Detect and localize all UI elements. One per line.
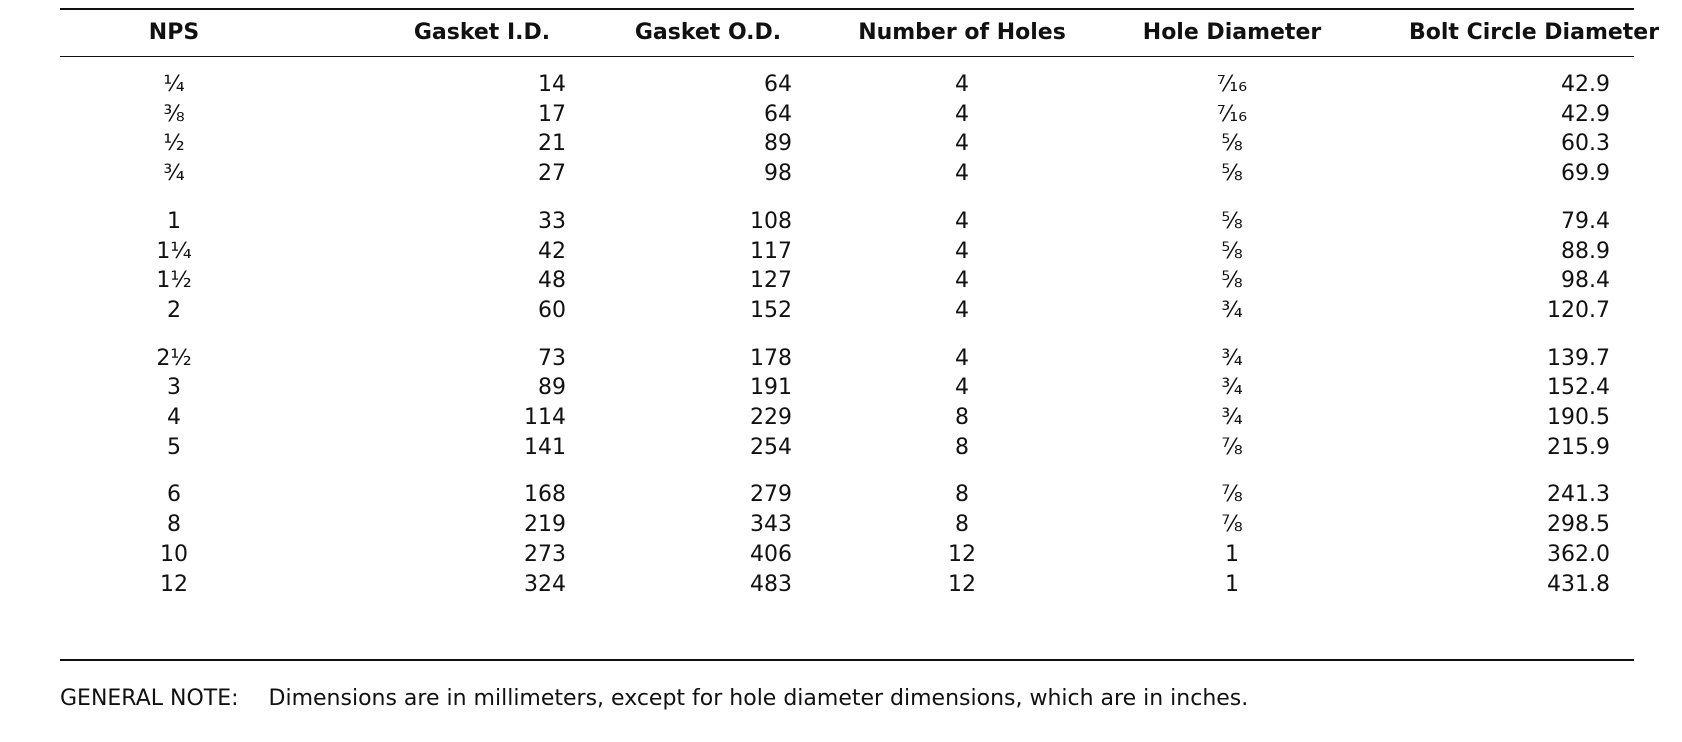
cell-gasket-id: 48 [538, 268, 566, 294]
cell-gasket-od: 152 [750, 297, 792, 323]
cell-bolt-circle-diameter: 42.9 [1561, 72, 1610, 97]
cell-bolt-circle-diameter: 152.4 [1547, 375, 1610, 401]
cell-gasket-od: 483 [750, 571, 792, 597]
cell-gasket-od: 254 [750, 434, 792, 460]
cell-nps: ⅜ [163, 101, 185, 127]
cell-gasket-od: 343 [750, 512, 792, 538]
cell-number-of-holes: 12 [948, 541, 976, 567]
cell-gasket-od: 64 [764, 101, 792, 127]
cell-number-of-holes: 4 [955, 131, 969, 157]
header-bolt-circle-diameter: Bolt Circle Diameter [1409, 20, 1660, 45]
cell-gasket-od: 98 [764, 161, 792, 187]
cell-nps: 5 [167, 434, 181, 460]
cell-hole-diameter: ⅞ [1221, 482, 1243, 508]
cell-hole-diameter: 1 [1225, 571, 1239, 597]
table-row [60, 343, 1634, 375]
table-row [60, 509, 1634, 541]
cell-hole-diameter: ¾ [1221, 297, 1243, 323]
cell-bolt-circle-diameter: 362.0 [1547, 541, 1610, 567]
cell-nps: 1½ [156, 268, 192, 294]
cell-bolt-circle-diameter: 431.8 [1547, 571, 1610, 597]
cell-gasket-id: 17 [538, 101, 566, 127]
cell-bolt-circle-diameter: 241.3 [1547, 482, 1610, 508]
cell-gasket-id: 219 [524, 512, 566, 538]
cell-nps: ¾ [163, 161, 185, 187]
table-row [60, 236, 1634, 268]
cell-nps: ½ [163, 131, 185, 157]
cell-gasket-id: 60 [538, 297, 566, 323]
cell-gasket-id: 21 [538, 131, 566, 157]
cell-bolt-circle-diameter: 88.9 [1561, 238, 1610, 264]
cell-hole-diameter: ⅝ [1221, 131, 1243, 157]
cell-bolt-circle-diameter: 190.5 [1547, 405, 1610, 430]
cell-gasket-od: 229 [750, 405, 792, 430]
cell-gasket-od: 191 [750, 375, 792, 401]
table-row [60, 158, 1634, 190]
general-note [60, 686, 1248, 711]
cell-nps: 1 [167, 208, 181, 234]
cell-bolt-circle-diameter: 298.5 [1547, 512, 1610, 538]
cell-number-of-holes: 4 [955, 208, 969, 234]
cell-gasket-od: 64 [764, 72, 792, 97]
table-row [60, 402, 1634, 434]
cell-gasket-id: 324 [524, 571, 566, 597]
cell-gasket-id: 27 [538, 161, 566, 187]
header-gasket-od: Gasket O.D. [634, 20, 782, 45]
cell-gasket-id: 141 [524, 434, 566, 460]
cell-number-of-holes: 4 [955, 238, 969, 264]
table-header-rule [60, 56, 1634, 57]
cell-gasket-od: 178 [750, 345, 792, 371]
cell-hole-diameter: ⅞ [1221, 512, 1243, 538]
table-row [60, 69, 1634, 101]
cell-gasket-id: 42 [538, 238, 566, 264]
cell-nps: 1¼ [156, 238, 192, 264]
header-number-of-holes: Number of Holes [858, 20, 1066, 45]
cell-hole-diameter: ¾ [1221, 345, 1243, 371]
cell-number-of-holes: 8 [955, 434, 969, 460]
cell-number-of-holes: 8 [955, 482, 969, 508]
table-bottom-rule [60, 659, 1634, 661]
table-row [60, 128, 1634, 160]
cell-nps: 12 [160, 571, 188, 597]
cell-gasket-od: 108 [750, 208, 792, 234]
header-nps: NPS [148, 20, 200, 45]
cell-hole-diameter: ⁷⁄₁₆ [1216, 72, 1248, 97]
table-row [60, 432, 1634, 464]
table-row [60, 479, 1634, 511]
cell-hole-diameter: 1 [1225, 541, 1239, 567]
table-row [60, 206, 1634, 238]
cell-number-of-holes: 4 [955, 268, 969, 294]
cell-bolt-circle-diameter: 139.7 [1547, 345, 1610, 371]
table-row [60, 265, 1634, 297]
cell-gasket-od: 406 [750, 541, 792, 567]
cell-nps: 2½ [156, 345, 192, 371]
cell-gasket-id: 168 [524, 482, 566, 508]
general-note-label: GENERAL NOTE: [60, 686, 239, 711]
cell-number-of-holes: 4 [955, 345, 969, 371]
cell-nps: 10 [160, 541, 188, 567]
cell-bolt-circle-diameter: 60.3 [1561, 131, 1610, 157]
cell-gasket-od: 279 [750, 482, 792, 508]
table-row [60, 569, 1634, 601]
cell-gasket-id: 14 [538, 72, 566, 97]
cell-number-of-holes: 4 [955, 72, 969, 97]
cell-hole-diameter: ¾ [1221, 405, 1243, 430]
cell-bolt-circle-diameter: 120.7 [1547, 297, 1610, 323]
table-row [60, 99, 1634, 131]
cell-bolt-circle-diameter: 215.9 [1547, 434, 1610, 460]
cell-nps: 6 [167, 482, 181, 508]
cell-number-of-holes: 8 [955, 405, 969, 430]
cell-hole-diameter: ⁷⁄₁₆ [1216, 101, 1248, 127]
cell-gasket-od: 127 [750, 268, 792, 294]
cell-gasket-id: 89 [538, 375, 566, 401]
cell-gasket-od: 89 [764, 131, 792, 157]
cell-hole-diameter: ⅞ [1221, 434, 1243, 460]
cell-gasket-id: 73 [538, 345, 566, 371]
cell-hole-diameter: ⅝ [1221, 161, 1243, 187]
table-row [60, 295, 1634, 327]
cell-hole-diameter: ⅝ [1221, 268, 1243, 294]
cell-number-of-holes: 4 [955, 375, 969, 401]
cell-number-of-holes: 4 [955, 101, 969, 127]
cell-bolt-circle-diameter: 98.4 [1561, 268, 1610, 294]
cell-nps: 8 [167, 512, 181, 538]
cell-hole-diameter: ⅝ [1221, 208, 1243, 234]
header-gasket-id: Gasket I.D. [413, 20, 551, 45]
cell-number-of-holes: 8 [955, 512, 969, 538]
cell-gasket-id: 33 [538, 208, 566, 234]
cell-nps: 2 [167, 297, 181, 323]
table-row [60, 539, 1634, 571]
cell-bolt-circle-diameter: 79.4 [1561, 208, 1610, 234]
table-row [60, 372, 1634, 404]
cell-gasket-id: 273 [524, 541, 566, 567]
cell-nps: 4 [167, 405, 181, 430]
cell-number-of-holes: 4 [955, 297, 969, 323]
cell-gasket-id: 114 [524, 405, 566, 430]
header-hole-diameter: Hole Diameter [1142, 20, 1322, 45]
cell-hole-diameter: ⅝ [1221, 238, 1243, 264]
cell-hole-diameter: ¾ [1221, 375, 1243, 401]
cell-bolt-circle-diameter: 42.9 [1561, 101, 1610, 127]
general-note-text: Dimensions are in millimeters, except for hole diameter dimensions, which are in inches. [268, 686, 1249, 711]
cell-nps: ¼ [163, 72, 185, 97]
cell-gasket-od: 117 [750, 238, 792, 264]
cell-bolt-circle-diameter: 69.9 [1561, 161, 1610, 187]
cell-number-of-holes: 12 [948, 571, 976, 597]
cell-nps: 3 [167, 375, 181, 401]
cell-number-of-holes: 4 [955, 161, 969, 187]
